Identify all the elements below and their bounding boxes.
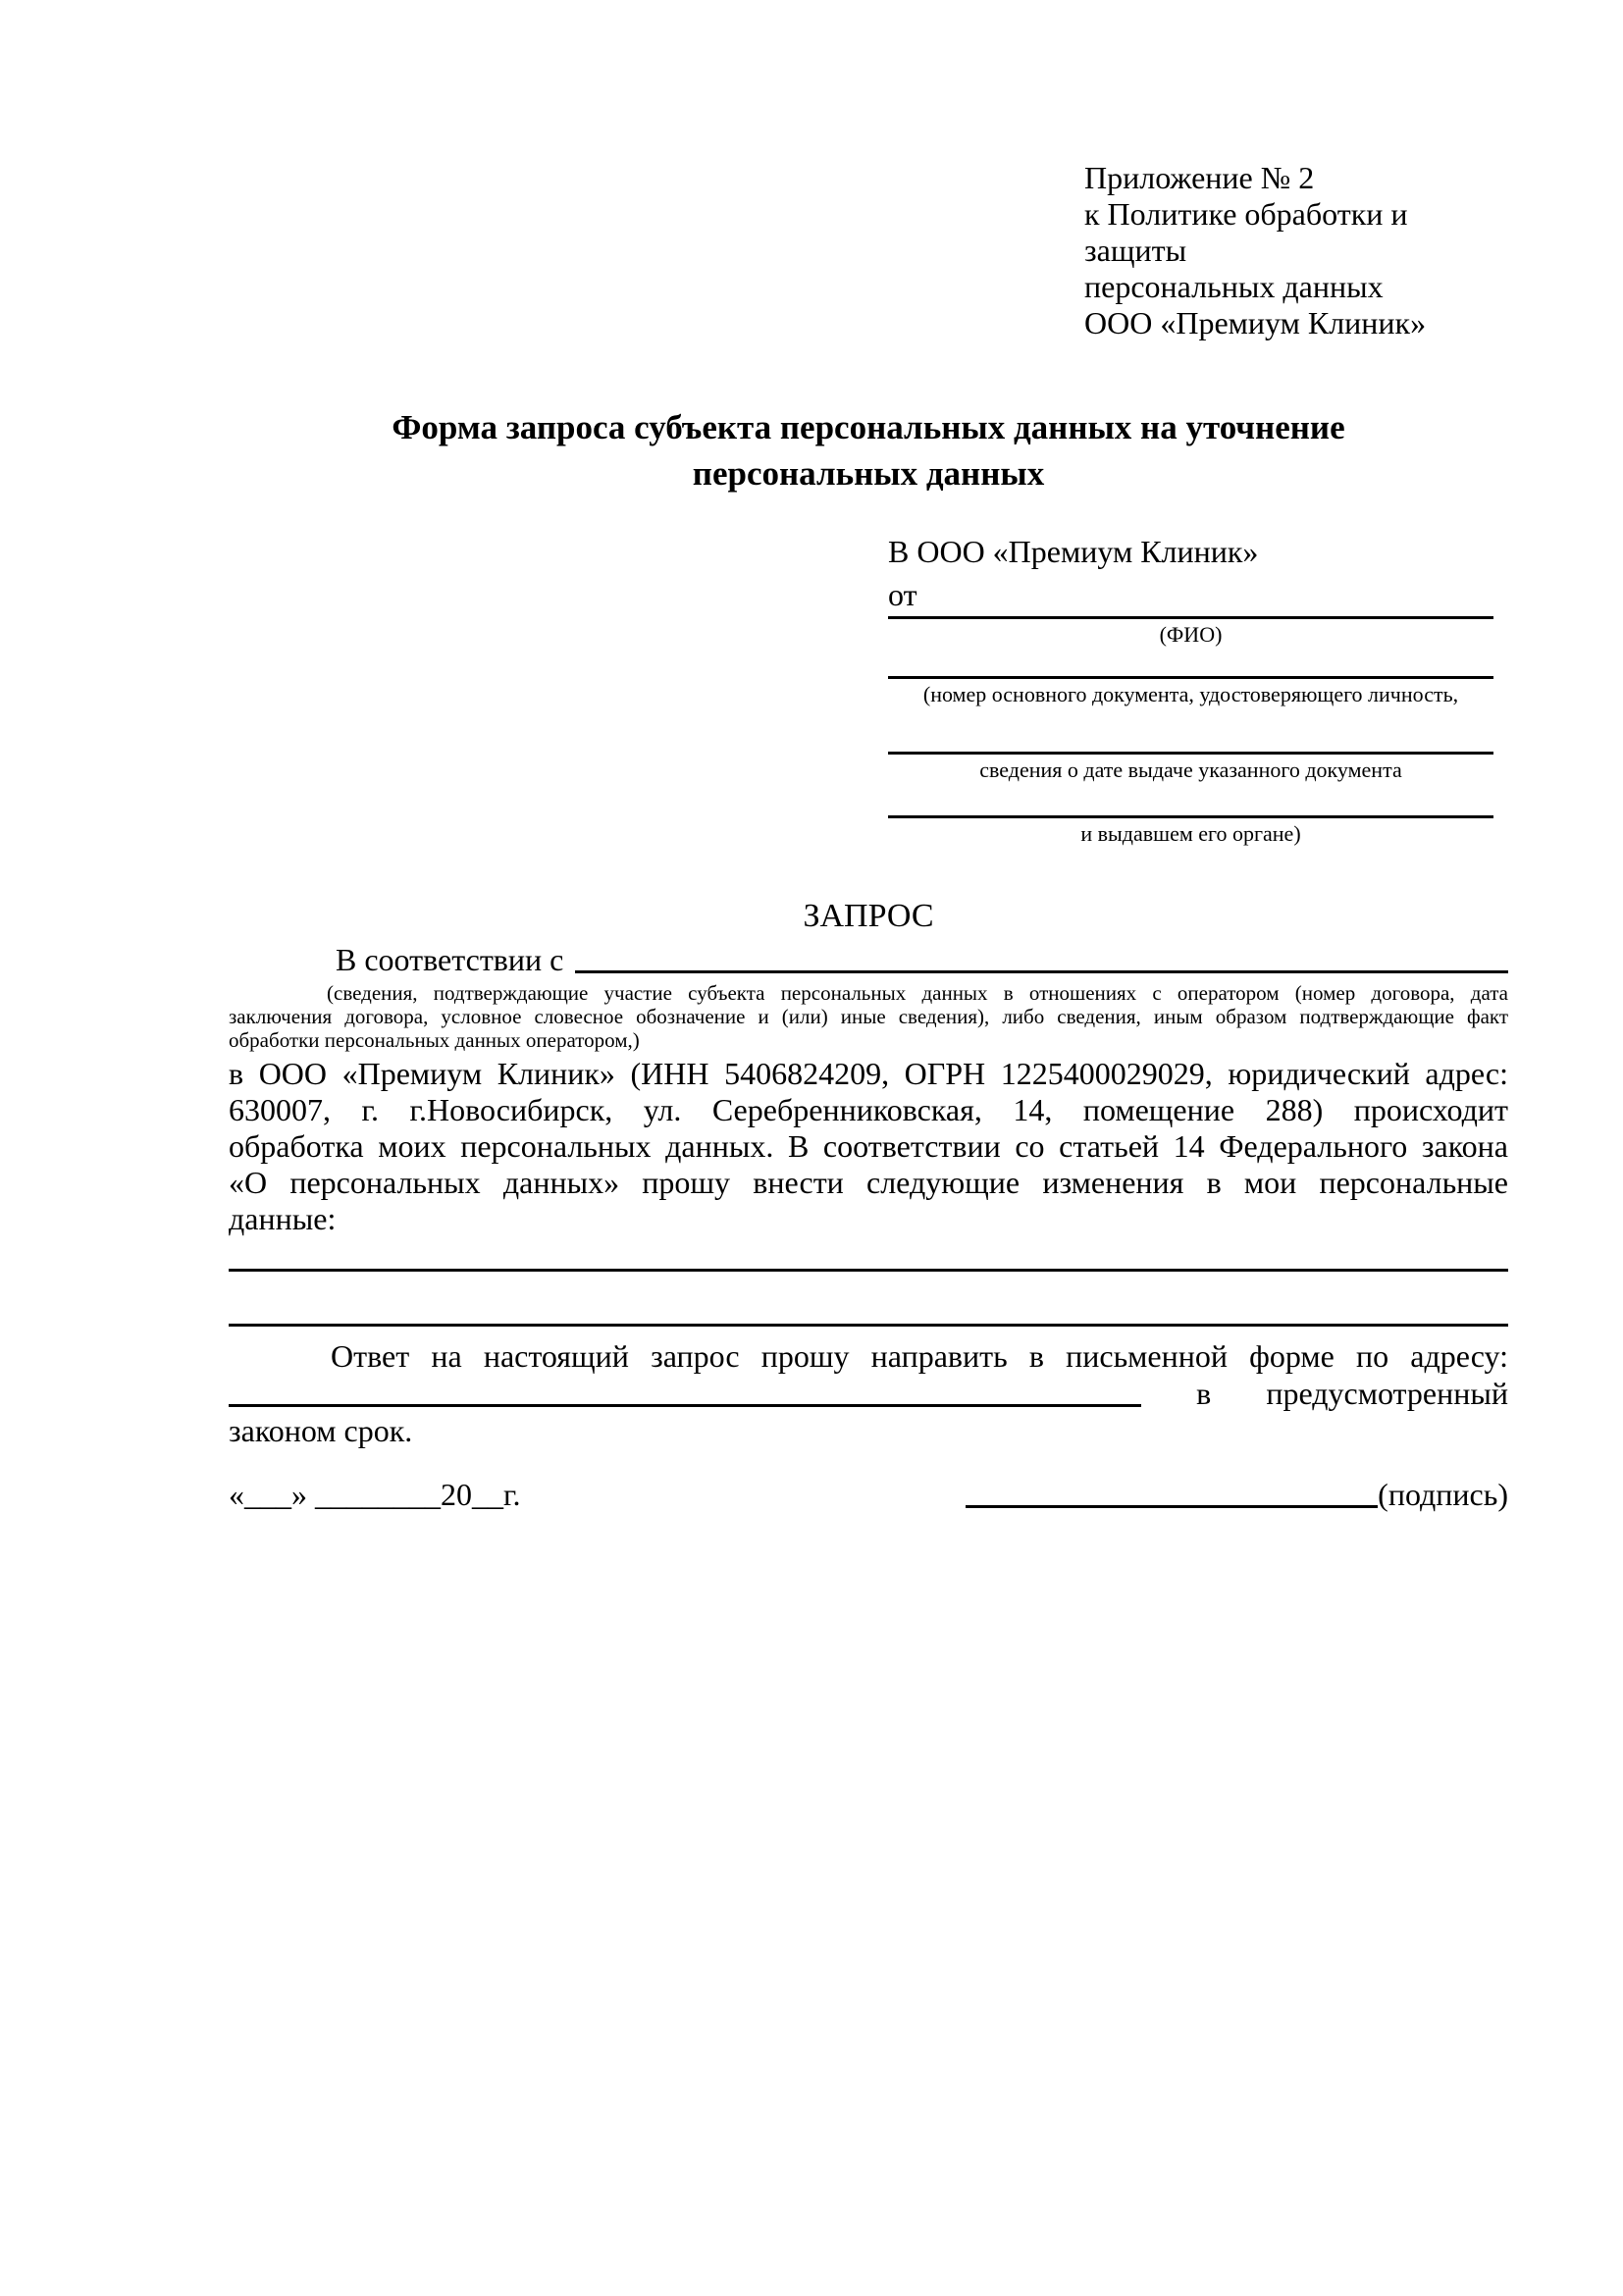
appendix-line: ООО «Премиум Клиник»: [1084, 305, 1427, 340]
date-signature-row: [229, 1475, 1508, 1514]
appendix-block: [1084, 160, 1508, 341]
appendix-line: Приложение № 2: [1084, 160, 1315, 195]
appendix-line: персональных данных: [1084, 269, 1384, 304]
body-line: данные:: [229, 1201, 337, 1236]
reply-word-predusmotrenny: предусмотренный: [1266, 1376, 1508, 1411]
signature-group: [966, 1475, 1508, 1514]
addressee-to: В ООО «Премиум Клиник»: [888, 534, 1259, 569]
issuing-authority-blank-line: [888, 782, 1493, 818]
fio-field-caption: (ФИО): [1159, 622, 1223, 647]
basis-caption-line: (сведения, подтверждающие участие субъекта персональных данных в отношениях с оператором (номер договора, дата: [327, 981, 1508, 1005]
issuing-authority-caption: и выдавшем его органе): [1080, 821, 1301, 846]
intro-line: [229, 940, 1508, 979]
body-line: «О персональных данных» прошу внести следующие изменения в мои персональные: [229, 1165, 1508, 1200]
reply-line-1: Ответ на настоящий запрос прошу направить в письменной форме по адресу:: [331, 1338, 1508, 1374]
basis-caption: [229, 981, 1508, 1052]
request-heading: ЗАПРОС: [803, 898, 934, 934]
document-number-caption: (номер основного документа, удостоверяющего личность,: [922, 682, 1459, 706]
addressee-block: [888, 530, 1493, 846]
appendix-line: к Политике обработки и защиты: [1084, 196, 1408, 268]
reply-word-v: в: [1196, 1376, 1212, 1411]
changes-blank-line-1: [229, 1237, 1508, 1272]
intro-prefix: В соответствии с: [336, 942, 564, 977]
body-line: обработка моих персональных данных. В соответствии со статьей 14 Федерального закона: [229, 1128, 1508, 1164]
document-number-blank-line: [888, 647, 1493, 679]
form-title: Форма запроса субъекта персональных данных на уточнение персональных данных: [392, 408, 1345, 493]
basis-caption-line: заключения договора, условное словесное обозначение и (или) иные сведения), либо сведения, иным образом подтверждающие факт: [229, 1005, 1508, 1028]
body-line: 630007, г. г.Новосибирск, ул. Серебренниковская, 14, помещение 288) происходит: [229, 1092, 1508, 1127]
reply-paragraph: [229, 1337, 1508, 1449]
address-blank-line: [229, 1404, 1141, 1407]
body-line: в ООО «Премиум Клиник» (ИНН 5406824209, ОГРН 1225400029029, юридический адрес:: [229, 1056, 1508, 1091]
signature-caption: (подпись): [1378, 1477, 1508, 1512]
reply-line-2: [229, 1375, 1508, 1412]
signature-blank-line: [966, 1505, 1378, 1508]
reply-line-3: законом срок.: [229, 1413, 413, 1448]
body-paragraph: [229, 1056, 1508, 1237]
date-line: «___» ________20__г.: [229, 1477, 521, 1512]
changes-blank-line-2: [229, 1272, 1508, 1327]
basis-blank-line: [575, 940, 1508, 973]
issue-date-blank-line: [888, 706, 1493, 755]
issue-date-caption: сведения о дате выдаче указанного документа: [979, 757, 1402, 782]
basis-caption-line: обработки персональных данных оператором,): [229, 1028, 640, 1052]
addressee-from-label: от: [888, 577, 917, 612]
